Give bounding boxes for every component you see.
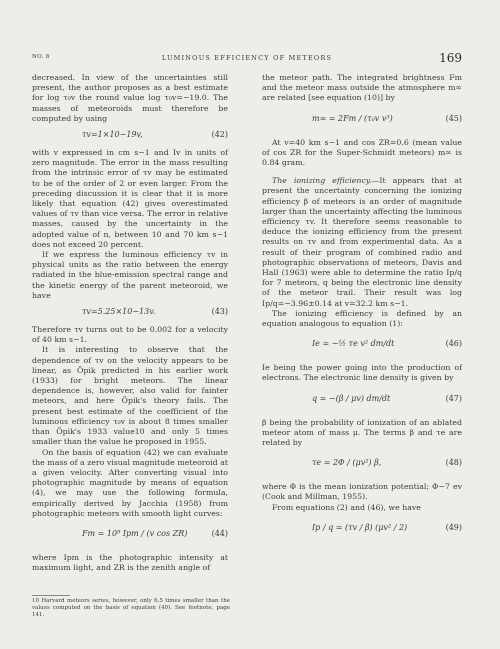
equation-number: (49)	[445, 522, 462, 532]
right-column	[262, 73, 462, 547]
paragraph: where Ipm is the photographic intensity at maximum light, and ZR is the zenith angle of	[32, 552, 228, 573]
equation-expression: Ie = −½ τe v² dm/dt	[312, 339, 395, 349]
equation-number: (47)	[445, 393, 462, 403]
paragraph: At v=40 km s−1 and cos ZR=0.6 (mean value of cos ZR for the Super-Schmidt meteors) m∞ is 0.84 gram.	[262, 137, 462, 168]
footnote: 10 Harvard meteors series, however, only 6.5 times smaller than the values computed on the basis of equation (40). See footnote, page 141.	[32, 598, 230, 618]
paragraph: Therefore τv turns out to be 0.002 for a velocity of 40 km s−1.	[32, 325, 228, 345]
equation-number: (42)	[211, 130, 228, 140]
paragraph: decreased. In view of the uncertainties still present, the author proposes as a best estimate for log τ₀v the round value log τ₀v=−19.0. The masses of meteoroids must therefore be computed by using	[32, 73, 228, 123]
equation-number: (44)	[211, 528, 228, 538]
paragraph: with v expressed in cm s−1 and Iv in units of zero magnitude. The error in the mass resulting from the intrinsic error of τv may be estimated to be of the order of 2 or even larger. From the preceding discussion it is clear that it is more likely that equation (42) gives overestimated values of τv than vice versa. The error in relative masses, caused by the uncertainty in the adopted value of n, between 10 and 70 km s−1 does not exceed 20 percent.	[32, 148, 228, 249]
equation-49	[262, 513, 462, 547]
paragraph: From equations (2) and (46), we have	[272, 502, 421, 512]
equation-42	[32, 124, 228, 148]
volume-label: NO. 8	[32, 54, 50, 60]
equation-expression: q = −(β / μv) dm/dt	[312, 393, 391, 403]
paragraph: If we express the luminous efficiency τv in physical units as the ratio between the energy radiated in the blue-emission spectral range and the kinetic energy of the parent meteoroid, we have	[32, 250, 228, 300]
running-title: LUMINOUS EFFICIENCY OF METEORS	[161, 54, 333, 62]
paragraph: Ie being the power going into the production of electrons. The electronic line density is given by	[262, 363, 462, 383]
page-number: 169	[439, 51, 462, 65]
section-heading: The ionizing efficiency.	[272, 176, 372, 186]
equation-number: (45)	[445, 113, 462, 123]
paragraph	[262, 176, 462, 309]
equation-number: (46)	[445, 339, 462, 349]
equation-expression: τv=5.25×10−13v.	[82, 307, 156, 317]
equation-44	[32, 519, 228, 553]
paragraph: the meteor path. The integrated brightness Fm and the meteor mass outside the atmosphere m∞ are related [see equation (10)] by	[262, 73, 462, 103]
equation-47	[262, 384, 462, 418]
equation-number: (48)	[445, 458, 462, 468]
paragraph: β being the probability of ionization of an ablated meteor atom of mass μ. The terms β and τe are related by	[262, 417, 462, 448]
paragraph: The ionizing efficiency is defined by an equation analogous to equation (1):	[262, 308, 462, 329]
equation-48	[262, 448, 462, 482]
equation-expression: τv=1×10−19v,	[82, 130, 143, 140]
footnote-rule	[32, 595, 70, 596]
equation-number: (43)	[211, 307, 228, 317]
left-column	[32, 73, 228, 573]
equation-45	[262, 104, 462, 138]
equation-expression: Fm = 10⁹ Ipm / (v cos ZR)	[82, 528, 188, 538]
equation-expression: τe = 2Φ / (μv²) β,	[312, 458, 382, 468]
running-header	[32, 52, 462, 66]
paragraph: It is interesting to observe that the dependence of τv on the velocity appears to be linear, as Öpik predicted in his earlier work (1933) for bright meteors. The linear dependence is, however, also valid for fainter meteors, and here Öpik's theory fails. The present best estimate of the coefficient of the luminous efficiency τ₀v is about 8 times smaller than Öpik's 1933 value10 and only 5 times smaller than the value he proposed in 1955.	[32, 345, 228, 447]
paragraph: On the basis of equation (42) we can evaluate the mass of a zero visual magnitude meteoroid at a given velocity. After converting visual into photographic magnitude by means of equation (4), we may use the following formula, empirically derived by Jacchia (1958) from photographic meteors with smooth light curves:	[32, 447, 228, 518]
equation-expression: Ip / q = (τv / β) (μv² / 2)	[312, 522, 408, 532]
equation-46	[262, 329, 462, 363]
paragraph: where Φ is the mean ionization potential; Φ∼7 ev (Cook and Millman, 1955).	[262, 482, 462, 502]
equation-expression: m∞ = 2Fm / (τ₀v v³)	[312, 113, 393, 123]
paragraph-text: —It appears that at present the uncertainty concerning the ionizing efficiency β of meteors is an order of magnitude larger than the uncertainty affecting the luminous efficiency τv. It therefore seems reasonable to deduce the ionizing efficiency from the present results on τv and from experimental data. As a result of their program of combined radio and photographic observations of meteors, Davis and Hall (1963) were able to determine the ratio Ip/q for 7 meteors, q being the electronic line density of the meteor trail. Their result was log Ip/q=−3.96±0.14 at v=32.2 km s−1.	[262, 176, 462, 308]
equation-43	[32, 301, 228, 325]
